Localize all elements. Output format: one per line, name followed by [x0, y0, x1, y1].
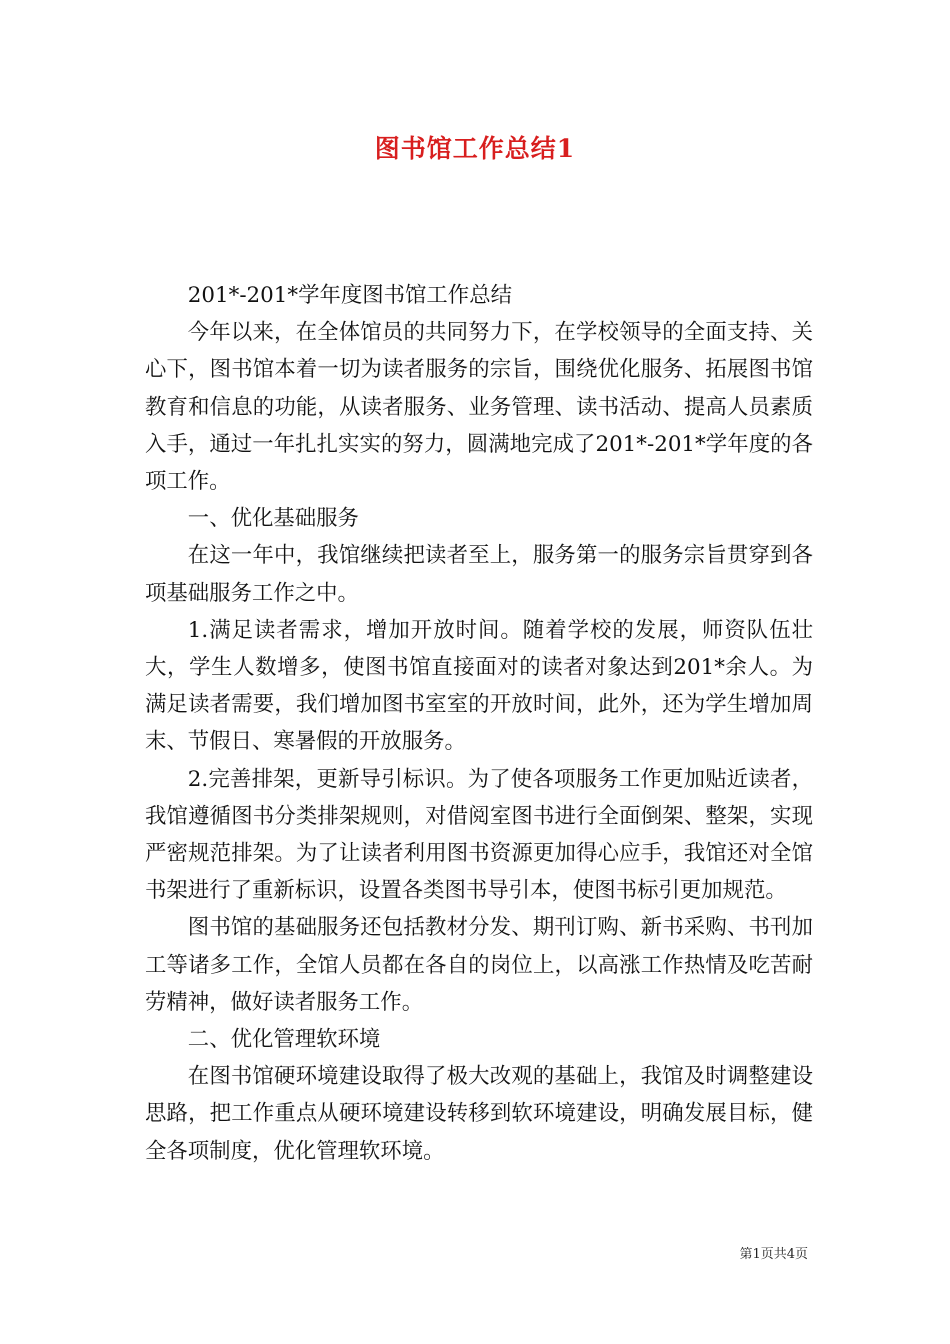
- document-body: [145, 277, 813, 1170]
- document-title: 图书馆工作总结1: [374, 134, 576, 163]
- paragraph-subtitle: 201*-201*学年度图书馆工作总结: [187, 283, 512, 308]
- page-number-footer: 第1页共4页: [739, 1247, 808, 1262]
- paragraph: 在这一年中，我馆继续把读者至上，服务第一的服务宗旨贯穿到各项基础服务工作之中。: [145, 543, 813, 606]
- paragraph-intro: 今年以来，在全体馆员的共同努力下，在学校领导的全面支持、关心下，图书馆本着一切为读者服务的宗旨，围绕优化服务、拓展图书馆教育和信息的功能，从读者服务、业务管理、读书活动、提高人员素质入手，通过一年扎扎实实的努力，圆满地完成了201*-201*学年度的各项工作。: [145, 320, 813, 495]
- section-heading-1: 一、优化基础服务: [187, 506, 359, 532]
- paragraph-item-1: 1.满足读者需求，增加开放时间。随着学校的发展，师资队伍壮大，学生人数增多，使图书馆直接面对的读者对象达到201*余人。为满足读者需要，我们增加图书室室的开放时间，此外，还为学生增加周末、节假日、寒暑假的开放服务。: [145, 617, 813, 755]
- section-heading-2: 二、优化管理软环境: [187, 1027, 381, 1053]
- paragraph: 图书馆的基础服务还包括教材分发、期刊订购、新书采购、书刊加工等诸多工作，全馆人员都在各自的岗位上，以高涨工作热情及吃苦耐劳精神，做好读者服务工作。: [145, 915, 813, 1015]
- paragraph: 在图书馆硬环境建设取得了极大改观的基础上，我馆及时调整建设思路，把工作重点从硬环境建设转移到软环境建设，明确发展目标，健全各项制度，优化管理软环境。: [145, 1064, 813, 1164]
- paragraph-item-2: 2.完善排架，更新导引标识。为了使各项服务工作更加贴近读者，我馆遵循图书分类排架规则，对借阅室图书进行全面倒架、整架，实现严密规范排架。为了让读者利用图书资源更加得心应手，我馆还对全馆书架进行了重新标识，设置各类图书导引本，使图书标引更加规范。: [145, 766, 813, 904]
